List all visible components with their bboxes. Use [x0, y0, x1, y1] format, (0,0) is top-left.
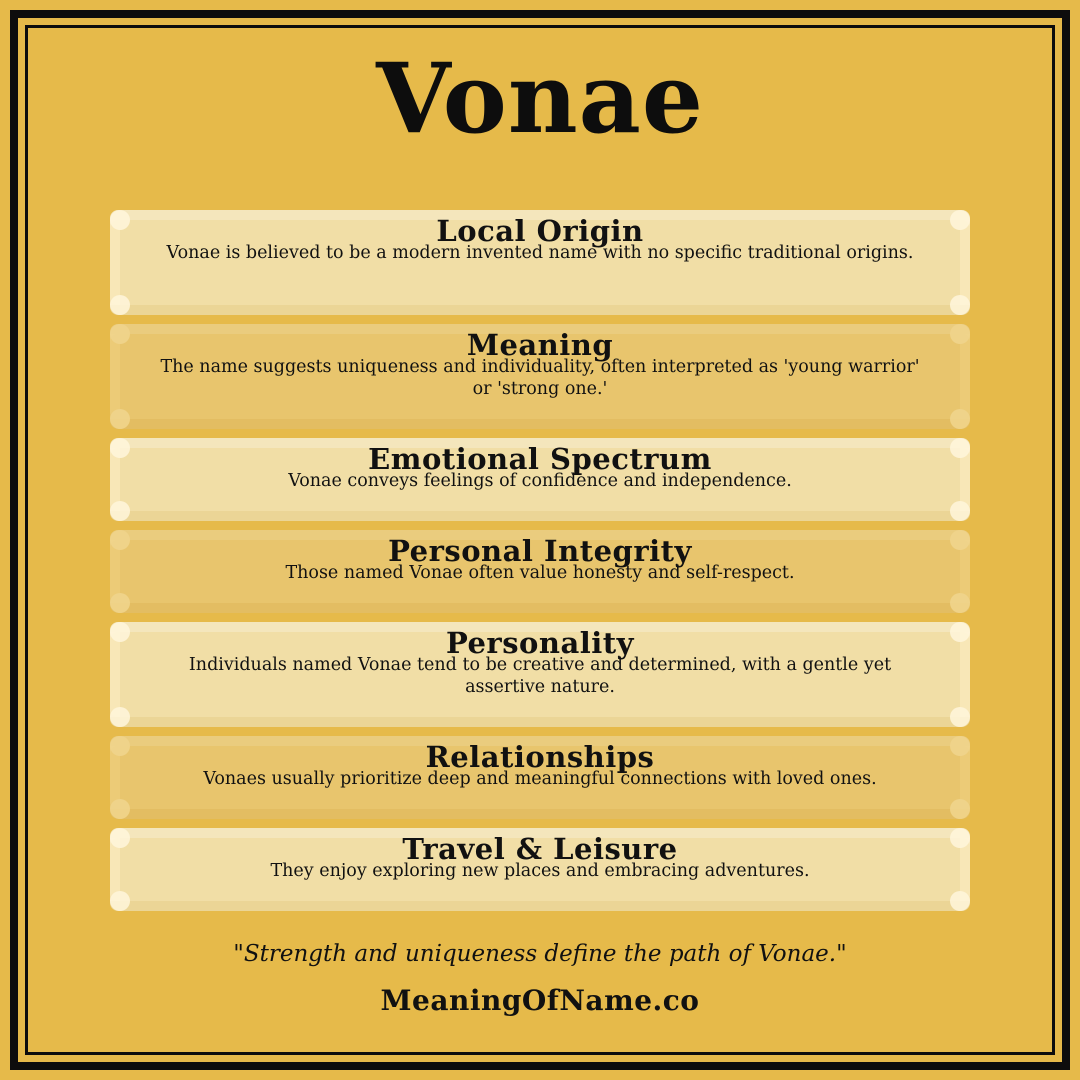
scroll-knob	[950, 622, 970, 642]
card-edge	[110, 220, 120, 305]
section-heading: Relationships	[425, 740, 655, 774]
quote-close-mark: "	[836, 941, 847, 967]
section-text: The name suggests uniqueness and individuality, often interpreted as 'young warrior' or 'strong one.'	[160, 357, 920, 399]
scroll-knob	[110, 295, 130, 315]
quote-open-mark: "	[233, 941, 244, 967]
scroll-knob	[110, 736, 130, 756]
scroll-knob	[950, 295, 970, 315]
quote	[0, 938, 1080, 970]
section-card-relationships	[110, 736, 970, 819]
scroll-knob	[110, 707, 130, 727]
scroll-knob	[110, 438, 130, 458]
section-card-travel-leisure	[110, 828, 970, 911]
section-heading: Emotional Spectrum	[368, 442, 712, 476]
section-heading: Personal Integrity	[388, 534, 692, 568]
quote-text: Strength and uniqueness define the path of Vonae.	[243, 941, 837, 967]
scroll-knob	[950, 593, 970, 613]
scroll-knob	[110, 530, 130, 550]
card-edge	[110, 334, 120, 419]
scroll-knob	[950, 891, 970, 911]
card-edge	[960, 220, 970, 305]
section-text: Vonae conveys feelings of confidence and independence.	[288, 471, 792, 491]
scroll-knob	[110, 828, 130, 848]
section-heading: Travel & Leisure	[402, 832, 678, 866]
page-title: Vonae	[376, 42, 704, 155]
scroll-knob	[950, 799, 970, 819]
scroll-knob	[110, 799, 130, 819]
scroll-knob	[950, 438, 970, 458]
card-edge	[960, 632, 970, 717]
scroll-knob	[110, 210, 130, 230]
scroll-knob	[110, 409, 130, 429]
section-text: Vonae is believed to be a modern invented name with no specific traditional origins.	[166, 243, 914, 263]
card-edge	[110, 632, 120, 717]
scroll-knob	[950, 707, 970, 727]
section-card-emotional-spectrum	[110, 438, 970, 521]
scroll-knob	[950, 501, 970, 521]
scroll-knob	[110, 593, 130, 613]
scroll-knob	[950, 324, 970, 344]
scroll-knob	[110, 501, 130, 521]
section-text: Vonaes usually prioritize deep and meaningful connections with loved ones.	[203, 769, 877, 789]
scroll-knob	[950, 736, 970, 756]
scroll-knob	[950, 210, 970, 230]
site-credit: MeaningOfName.co	[380, 984, 700, 1017]
scroll-knob	[110, 891, 130, 911]
section-card-personality	[110, 622, 970, 727]
section-text: Individuals named Vonae tend to be creative and determined, with a gentle yet assertive nature.	[188, 655, 892, 697]
scroll-knob	[110, 324, 130, 344]
section-heading: Meaning	[466, 328, 614, 362]
section-card-personal-integrity	[110, 530, 970, 613]
scroll-knob	[950, 409, 970, 429]
section-text: Those named Vonae often value honesty and self-respect.	[285, 563, 795, 583]
section-card-local-origin	[110, 210, 970, 315]
section-heading: Personality	[445, 626, 635, 660]
scroll-knob	[950, 828, 970, 848]
scroll-knob	[950, 530, 970, 550]
scroll-knob	[110, 622, 130, 642]
section-heading: Local Origin	[436, 214, 644, 248]
section-text: They enjoy exploring new places and embracing adventures.	[270, 861, 810, 881]
card-edge	[960, 334, 970, 419]
section-card-meaning	[110, 324, 970, 429]
